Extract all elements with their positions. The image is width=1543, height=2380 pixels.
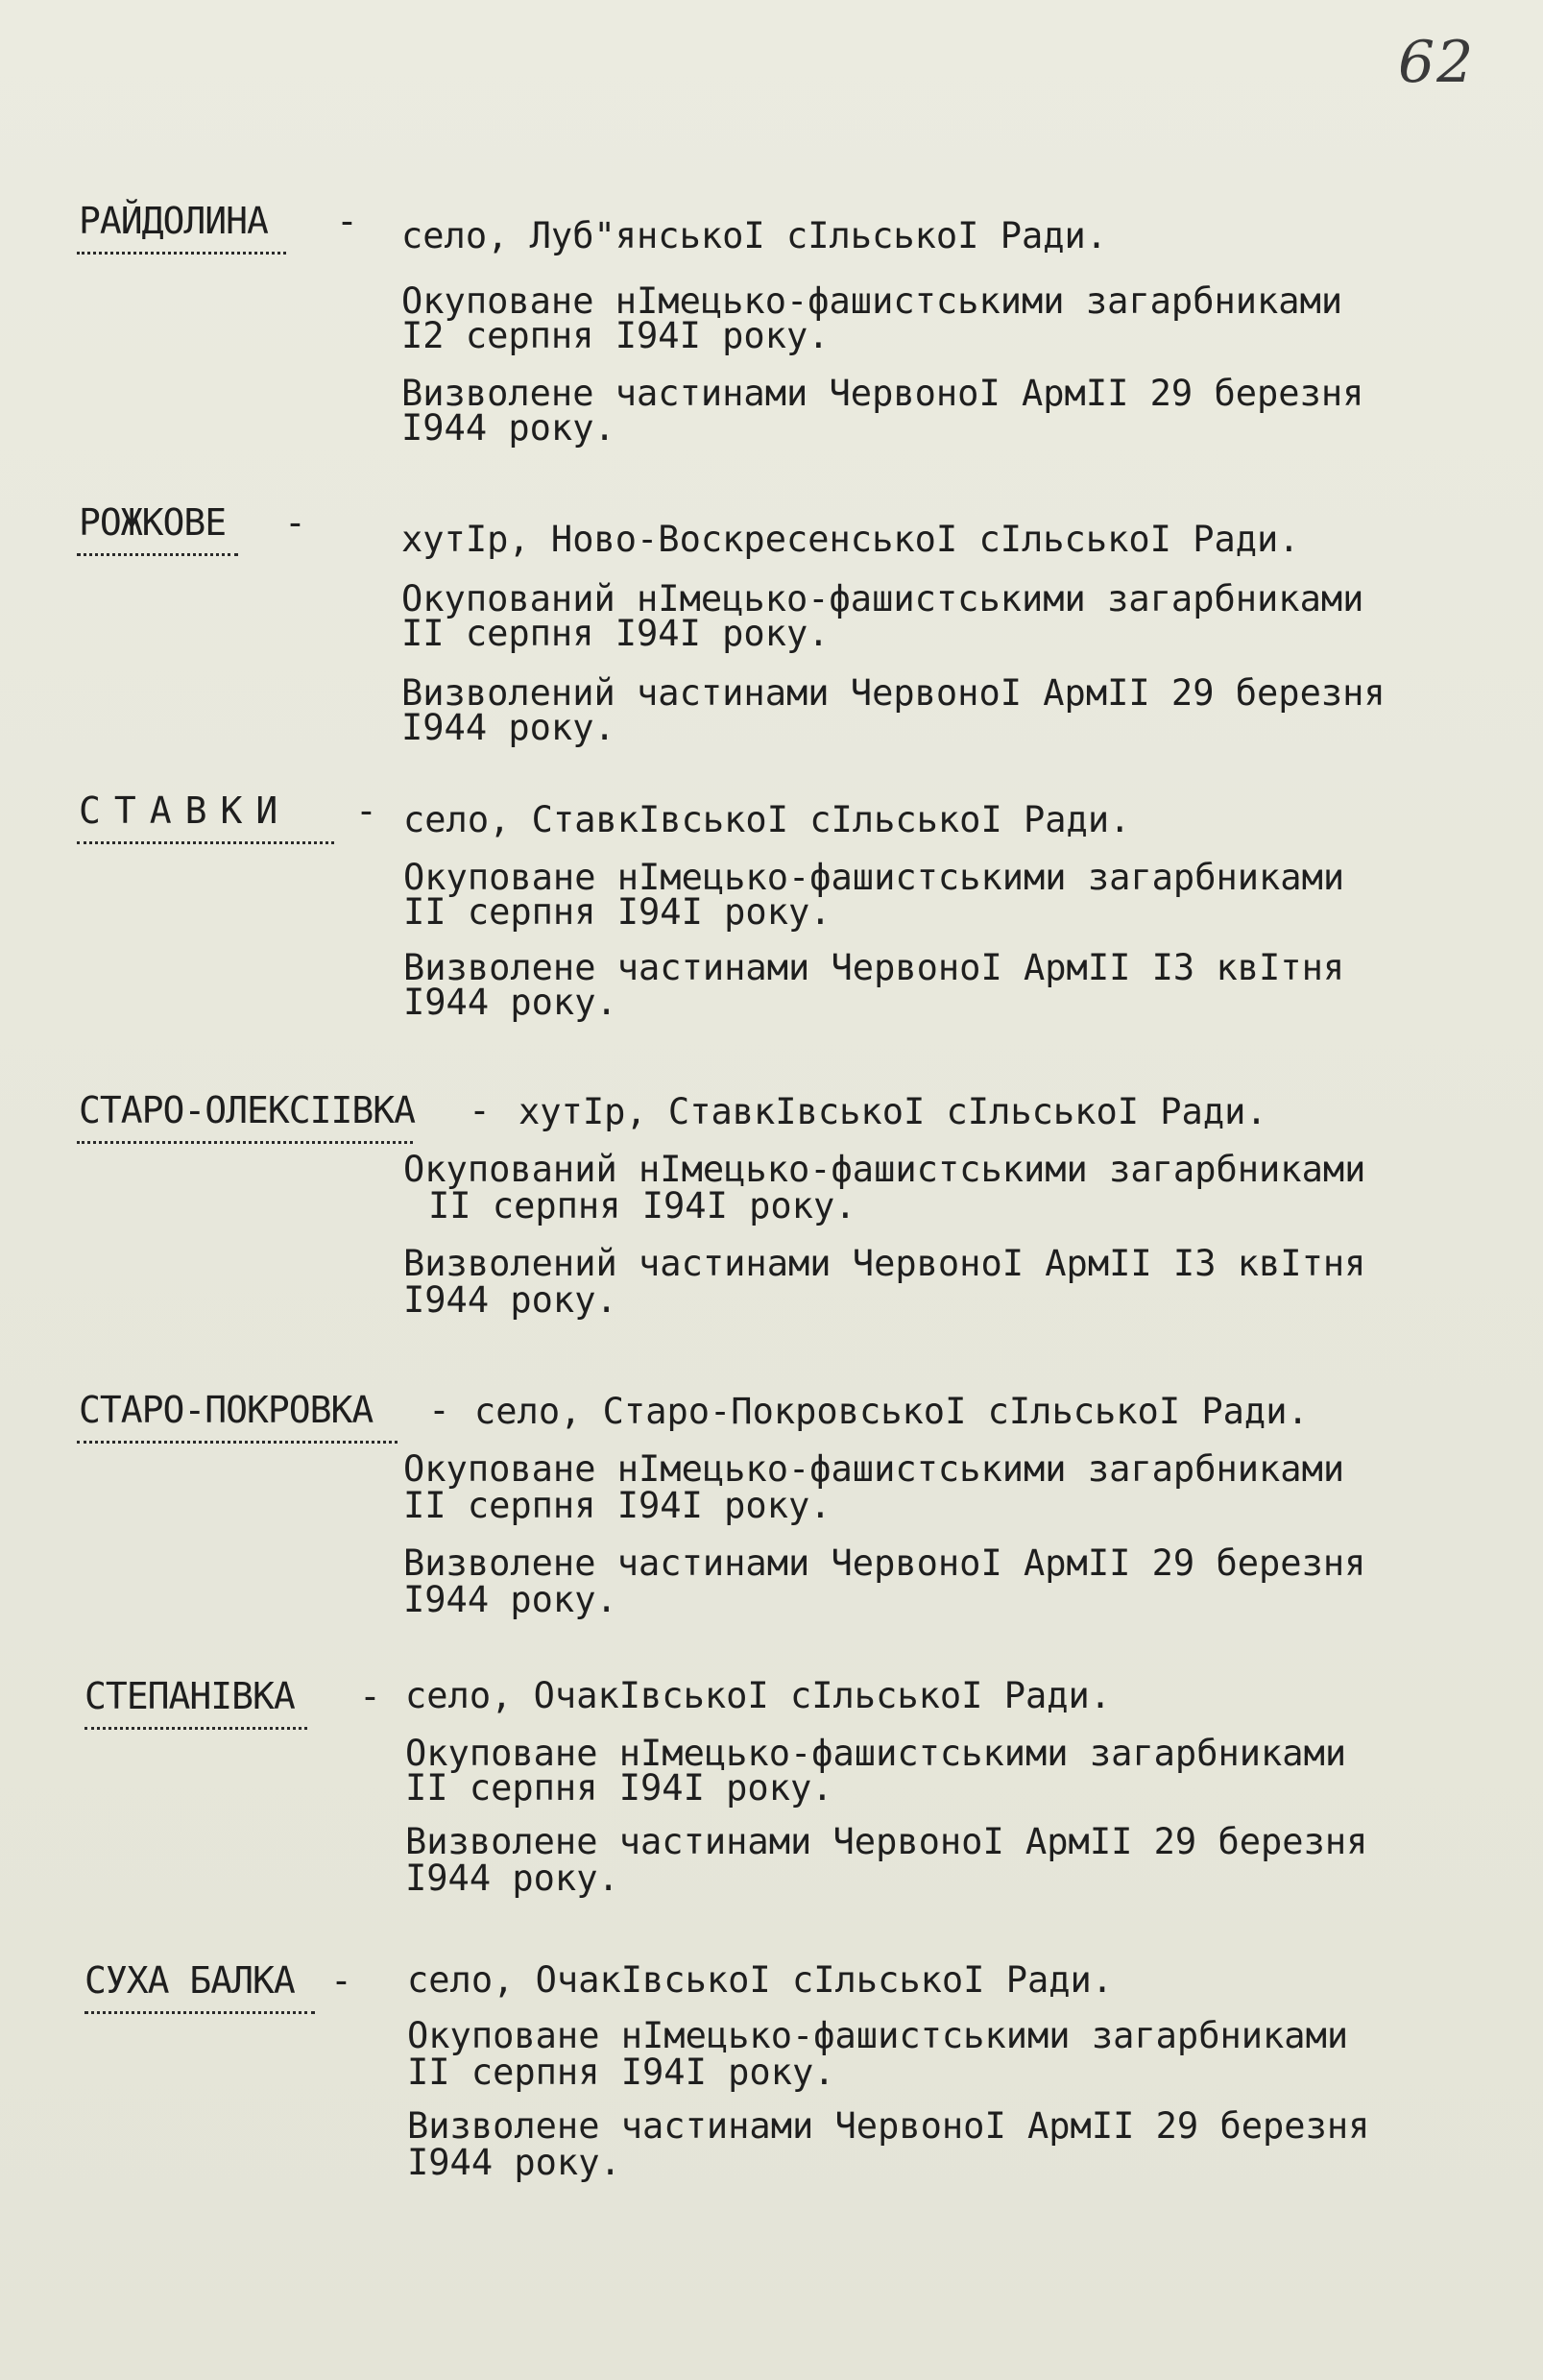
liberated-line-2: I944 року. — [403, 982, 617, 1023]
liberated-line-1: Визволене частинами ЧервоноI АрмII I3 квIтня — [403, 947, 1345, 988]
liberated-line-2: I944 року. — [405, 1858, 619, 1899]
occupied-line-2: II серпня I94I року. — [405, 1767, 833, 1809]
name-underline — [77, 841, 334, 852]
occupied-line-2: II серпня I94I року. — [428, 1185, 856, 1226]
liberated-line-1: Визволений частинами ЧервоноI АрмII I3 квIтня — [403, 1243, 1366, 1284]
entry-name: СУХА БАЛКА — [84, 1959, 295, 2002]
name-underline — [77, 252, 286, 262]
page-number: 62 — [1398, 29, 1476, 96]
entry-description: село, Старо-ПокровськоI сIльськоI Ради. — [474, 1391, 1309, 1432]
entry-dash: - — [336, 200, 358, 242]
entry-dash: - — [359, 1675, 381, 1717]
entry-name: СТЕПАНIВКА — [84, 1675, 295, 1717]
liberated-line-2: I944 року. — [403, 1279, 617, 1321]
liberated-line-1: Визволений частинами ЧервоноI АрмII 29 березня — [401, 672, 1386, 714]
entry-description: село, Луб"янськоI сIльськоI Ради. — [401, 215, 1108, 256]
occupied-line-1: Окуповане нIмецько-фашистськими загарбниками — [407, 2015, 1349, 2056]
entry-description: село, ОчакIвськоI сIльськоI Ради. — [407, 1959, 1114, 2001]
entry-name: РОЖКОВЕ — [79, 501, 227, 544]
liberated-line-1: Визволене частинами ЧервоноI АрмII 29 березня — [401, 373, 1364, 414]
liberated-line-2: I944 року. — [401, 707, 615, 748]
occupied-line-2: II серпня I94I року. — [401, 613, 830, 654]
entry-name: РАЙДОЛИНА — [79, 200, 268, 242]
entry-description: хутIр, Ново-ВоскресенськоI сIльськоI Ради. — [401, 519, 1300, 560]
occupied-line-1: Окупований нIмецько-фашистськими загарбниками — [403, 1149, 1366, 1190]
occupied-line-2: I2 серпня I94I року. — [401, 315, 830, 356]
entry-description: село, СтавкIвськоI сIльськоI Ради. — [403, 799, 1131, 840]
occupied-line-1: Окупований нIмецько-фашистськими загарбниками — [401, 578, 1364, 619]
occupied-line-1: Окуповане нIмецько-фашистськими загарбниками — [401, 280, 1343, 322]
name-underline — [84, 1727, 307, 1737]
entry-name: СТАРО-ОЛЕКСIIВКА — [79, 1089, 416, 1131]
entry-dash: - — [428, 1389, 450, 1431]
liberated-line-1: Визволене частинами ЧервоноI АрмII 29 березня — [407, 2105, 1370, 2147]
occupied-line-2: II серпня I94I року. — [403, 891, 832, 933]
occupied-line-1: Окуповане нIмецько-фашистськими загарбниками — [403, 857, 1345, 898]
liberated-line-2: I944 року. — [403, 1579, 617, 1620]
name-underline — [84, 2011, 315, 2022]
name-underline — [77, 553, 238, 564]
name-underline — [77, 1441, 398, 1451]
entry-dash: - — [469, 1089, 491, 1131]
entry-dash: - — [355, 789, 377, 832]
liberated-line-2: I944 року. — [401, 407, 615, 449]
entry-name: СТАРО-ПОКРОВКА — [79, 1389, 374, 1431]
occupied-line-2: II серпня I94I року. — [403, 1485, 832, 1526]
entry-dash: - — [330, 1959, 352, 2002]
occupied-line-2: II серпня I94I року. — [407, 2052, 835, 2093]
occupied-line-1: Окуповане нIмецько-фашистськими загарбниками — [403, 1448, 1345, 1490]
liberated-line-1: Визволене частинами ЧервоноI АрмII 29 березня — [403, 1542, 1366, 1584]
entry-description: хутIр, СтавкIвськоI сIльськоI Ради. — [518, 1091, 1267, 1132]
name-underline — [77, 1141, 413, 1152]
liberated-line-1: Визволене частинами ЧервоноI АрмII 29 березня — [405, 1821, 1368, 1862]
entry-description: село, ОчакIвськоI сIльськоI Ради. — [405, 1675, 1112, 1716]
entry-name: СТАВКИ — [79, 789, 292, 832]
liberated-line-2: I944 року. — [407, 2142, 621, 2183]
entry-dash: - — [284, 501, 306, 544]
occupied-line-1: Окуповане нIмецько-фашистськими загарбниками — [405, 1733, 1347, 1774]
